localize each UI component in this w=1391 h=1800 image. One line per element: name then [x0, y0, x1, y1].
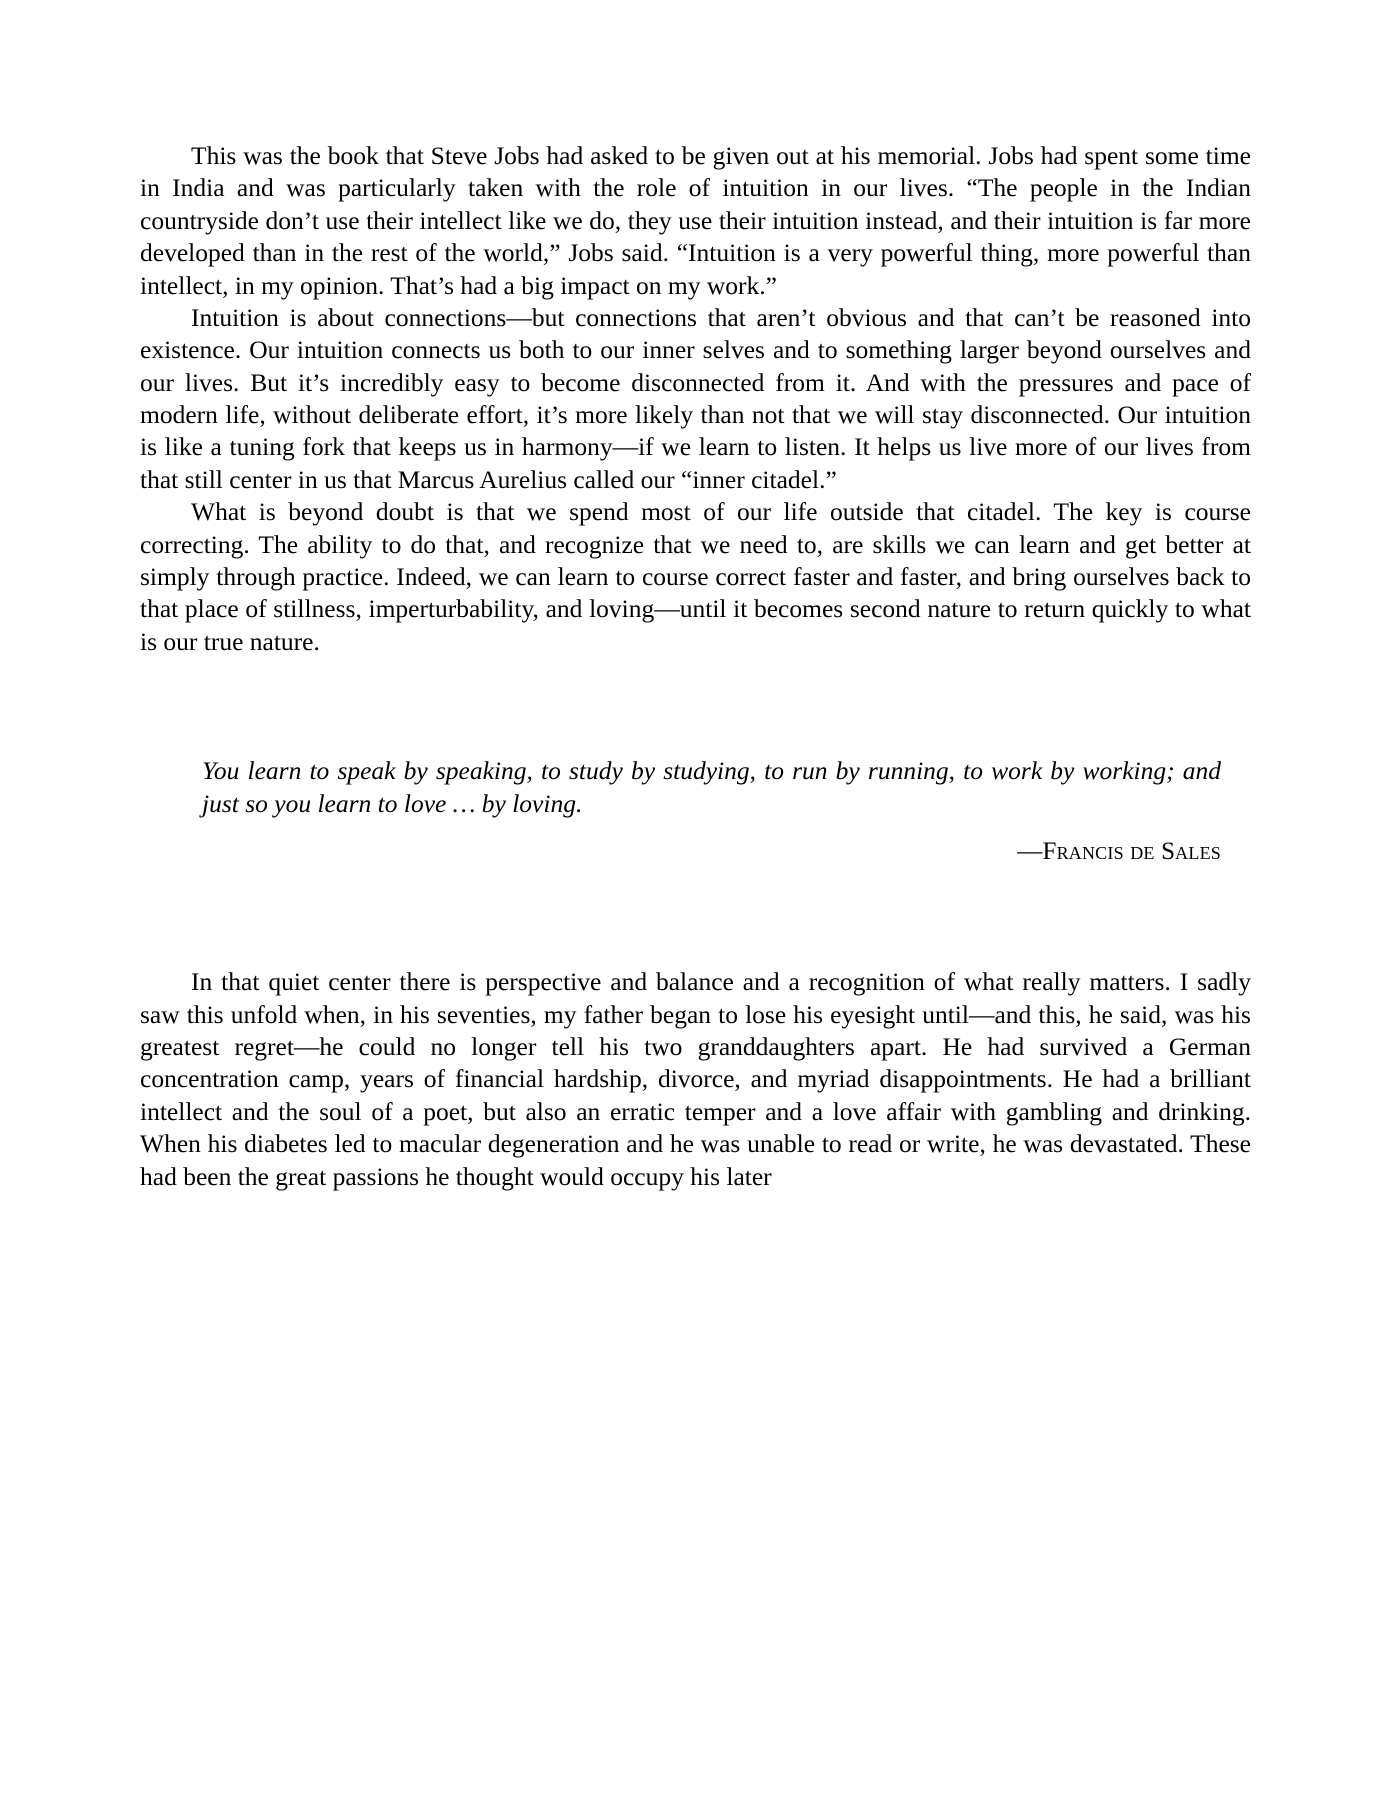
pullquote — [140, 754, 1251, 866]
paragraph: Intuition is about connections—but connections that aren’t obvious and that can’t be reasoned into existence. Our intuition connects us both to our inner selves and to something larger beyond ourselves and our lives. But it’s incredibly easy to become disconnected from it. And with the pressures and pace of modern life, without deliberate effort, it’s more likely than not that we will stay disconnected. Our intuition is like a tuning fork that keeps us in harmony—if we learn to listen. It helps us live more of our lives from that still center in us that Marcus Aurelius called our “inner citadel.” — [140, 302, 1251, 494]
body-text-block-after-quote — [140, 966, 1251, 1193]
pullquote-text: You learn to speak by speaking, to study by studying, to run by running, to work by working; and just so you learn to love … by loving. — [202, 756, 1221, 819]
pullquote-attribution — [202, 838, 1221, 866]
attribution-name: Francis de Sales — [1042, 838, 1221, 866]
paragraph: What is beyond doubt is that we spend most of our life outside that citadel. The key is course correcting. The ability to do that, and recognize that we need to, are skills we can learn and get better at simply through practice. Indeed, we can learn to course correct faster and faster, and bring ourselves back to that place of stillness, imperturbability, and loving—until it becomes second nature to return quickly to what is our true nature. — [140, 497, 1251, 656]
attribution-dash: — — [1017, 838, 1043, 866]
body-text-block — [140, 140, 1251, 658]
paragraph: This was the book that Steve Jobs had asked to be given out at his memorial. Jobs had spent some time in India and was particularly taken with the role of intuition in our lives. “The people in the Indian countryside don’t use their intellect like we do, they use their intuition instead, and their intuition is far more developed than in the rest of the world,” Jobs said. “Intuition is a very powerful thing, more powerful than intellect, in my opinion. That’s had a big impact on my work.” — [140, 141, 1251, 300]
paragraph: In that quiet center there is perspective and balance and a recognition of what really matters. I sadly saw this unfold when, in his seventies, my father began to lose his eyesight until—and this, he said, was his greatest regret—he could no longer tell his two granddaughters apart. He had survived a German concentration camp, years of financial hardship, divorce, and myriad disappointments. He had a brilliant intellect and the soul of a poet, but also an erratic temper and a love affair with gambling and drinking. When his diabetes led to macular degeneration and he was unable to read or write, he was devastated. These had been the great passions he thought would occupy his later — [140, 967, 1251, 1191]
